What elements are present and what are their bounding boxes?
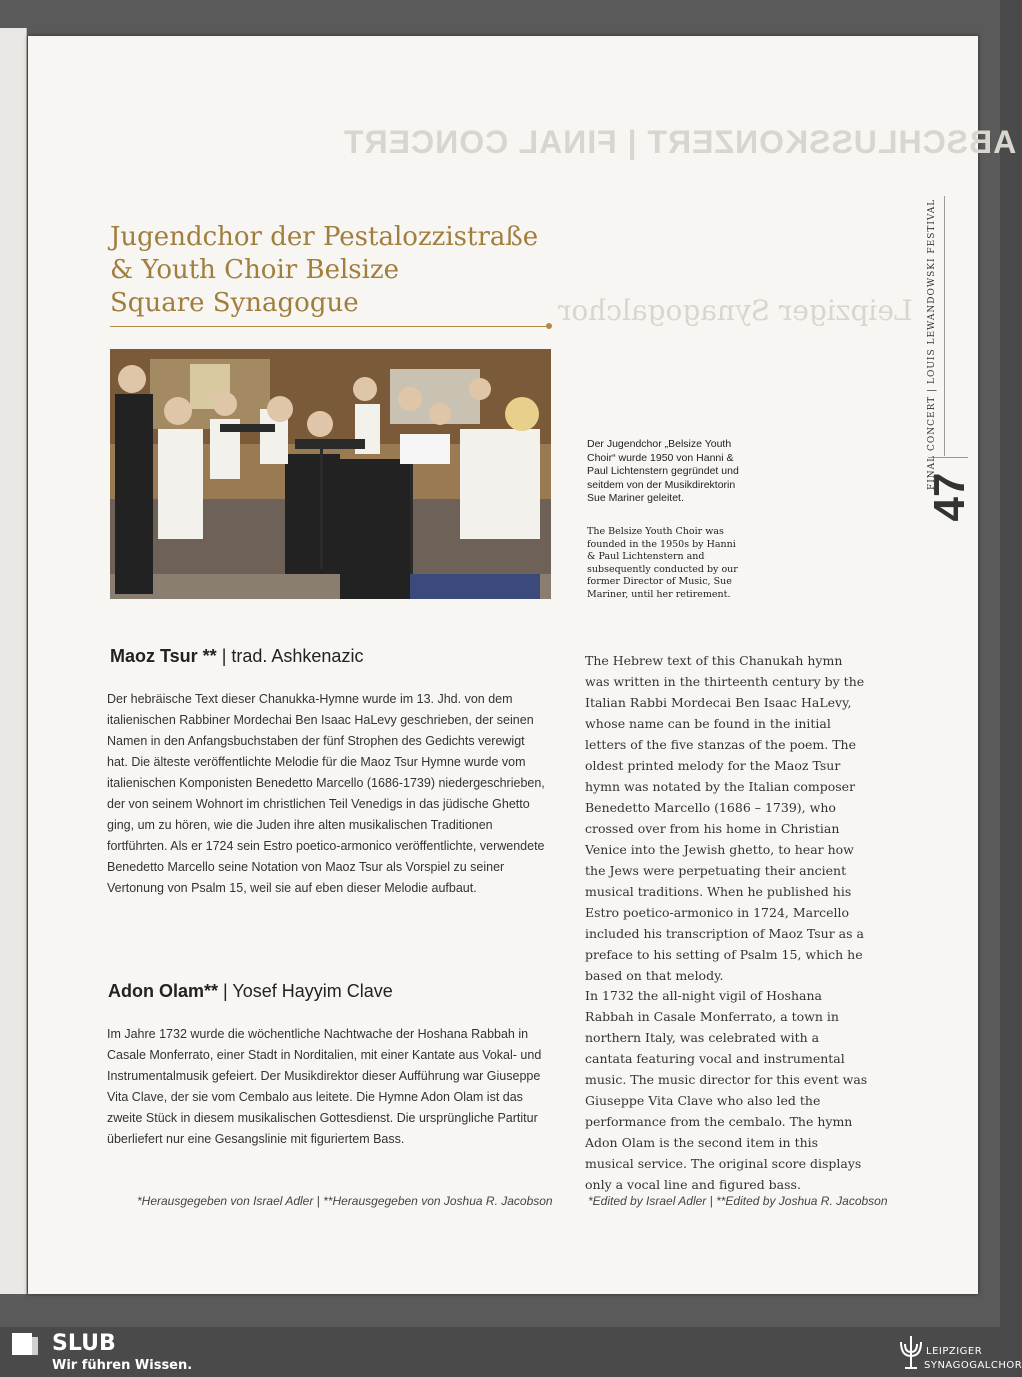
title-rule-dot bbox=[546, 323, 552, 329]
library-name: SLUB bbox=[52, 1331, 116, 1356]
choir-photo bbox=[110, 349, 551, 599]
page-number: 47 bbox=[925, 472, 974, 522]
title-line-2: & Youth Choir Belsize bbox=[110, 255, 400, 285]
piece-heading-maoz-tsur bbox=[110, 646, 363, 667]
show-through-heading: ABSCHLUSSKONZERT | FINAL CONCERT bbox=[343, 124, 1017, 160]
document-page bbox=[28, 36, 1017, 1294]
title-line-3: Square Synagogue bbox=[110, 288, 359, 318]
piece-composer: | trad. Ashkenazic bbox=[216, 646, 364, 666]
piece-heading-adon-olam bbox=[108, 981, 393, 1002]
show-through-subheading: Leipziger Synagogalchor bbox=[558, 294, 913, 327]
piece-text-english: The Hebrew text of this Chanukah hymn was written in the thirteenth century by the Italian Rabbi Mordecai Ben Isaac HaLevy, whose name can be found in the initial letters of the five stanzas of the poem. The oldest printed melody for the Maoz Tsur hymn was notated by the Italian composer Benedetto Marcello (1686 – 1739), who crossed over from his home in Christian Venice into the Jewish ghetto, to hear how the Jews were perpetuating their ancient musical traditions. When he published his Estro poetico-armonico in 1724, Marcello included his transcription of Maoz Tsur as a preface to his setting of Psalm 15, which he based on that melody. bbox=[585, 653, 865, 983]
piece-text-english: In 1732 the all-night vigil of Hoshana Rabbah in Casale Monferrato, a town in northern Italy, was celebrated with a cantata featuring vocal and instrumental music. The music director for this event was Giuseppe Vita Clave who also led the performance from the cembalo. The hymn Adon Olam is the second item in this musical service. The original score displays only a vocal line and figured bass. bbox=[585, 988, 868, 1192]
partner-name-line-1: LEIPZIGER bbox=[926, 1346, 983, 1357]
article-title bbox=[110, 221, 560, 320]
piece-text-german: Der hebräische Text dieser Chanukka-Hymne wurde im 13. Jhd. von dem italienischen Rabbiner Mordechai Ben Isaac HaLevy geschrieben, der seinen Namen in den Anfangsbuchstaben der fünf Strophen des Gedichts verewigt hat. Die älteste veröffentlichte Melodie für die Maoz Tsur Hymne wurde vom italienischen Komponisten Benedetto Marcello (1686-1739) niedergeschrieben, der von seinem Wohnort im christlichen Teil Venedigs in das jüdische Ghetto ging, um zu hören, wie die Juden ihre alten musikalischen Traditionen fortführten. Als er 1724 sein Estro poetico-armonico veröffentlichte, verwendete Benedetto Marcello seine Notation von Maoz Tsur als Vorspiel zu seiner Vertonung von Psalm 15, weil sie auf eben dieser Melodie aufbaut. bbox=[107, 692, 545, 895]
slub-logo-icon bbox=[12, 1333, 38, 1355]
piece-text-german: Im Jahre 1732 wurde die wöchentliche Nachtwache der Hoshana Rabbah in Casale Monferrato, einer Stadt in Norditalien, mit einer Kantate aus Vokal- und Instrumentalmusik gefeiert. Der Musikdirektor dieser Aufführung war Giuseppe Vita Clave, der sie vom Cembalo aus leitete. Die Hymne Adon Olam ist das zweite Stück in diesem musikalischen Gottesdienst. Die ursprüngliche Partitur überliefert nur eine Gesangslinie mit figuriertem Bass. bbox=[107, 1027, 542, 1146]
previous-page-edge bbox=[0, 28, 27, 1294]
choir-photo-illustration bbox=[110, 349, 551, 599]
footnote-english: *Edited by Israel Adler | **Edited by Joshua R. Jacobson bbox=[588, 1194, 888, 1208]
library-tagline: Wir führen Wissen. bbox=[52, 1358, 193, 1373]
photo-caption-german: Der Jugendchor „Belsize Youth Choir“ wurde 1950 von Hanni & Paul Lichtenstern gegründet und seitdem von der Musikdirektorin Sue Mariner geleitet. bbox=[587, 438, 739, 504]
piece-title: Adon Olam** bbox=[108, 981, 219, 1001]
side-label-container bbox=[921, 200, 947, 500]
photo-caption-english: The Belsize Youth Choir was founded in the 1950s by Hanni & Paul Lichtenstern and subsequently conducted by our former Director of Music, Sue Mariner, until her retirement. bbox=[587, 526, 738, 600]
piece-composer: | Yosef Hayyim Clave bbox=[218, 981, 393, 1001]
title-line-1: Jugendchor der Pestalozzistraße bbox=[110, 222, 539, 252]
menorah-logo-icon bbox=[895, 1330, 927, 1372]
partner-name-line-2: SYNAGOGALCHOR bbox=[924, 1360, 1022, 1371]
title-rule bbox=[110, 326, 548, 327]
piece-title: Maoz Tsur ** bbox=[110, 646, 217, 666]
footnote-german: *Herausgegeben von Israel Adler | **Herausgegeben von Joshua R. Jacobson bbox=[137, 1194, 553, 1208]
side-label: FINAL CONCERT | LOUIS LEWANDOWSKI FESTIVAL bbox=[927, 198, 937, 490]
